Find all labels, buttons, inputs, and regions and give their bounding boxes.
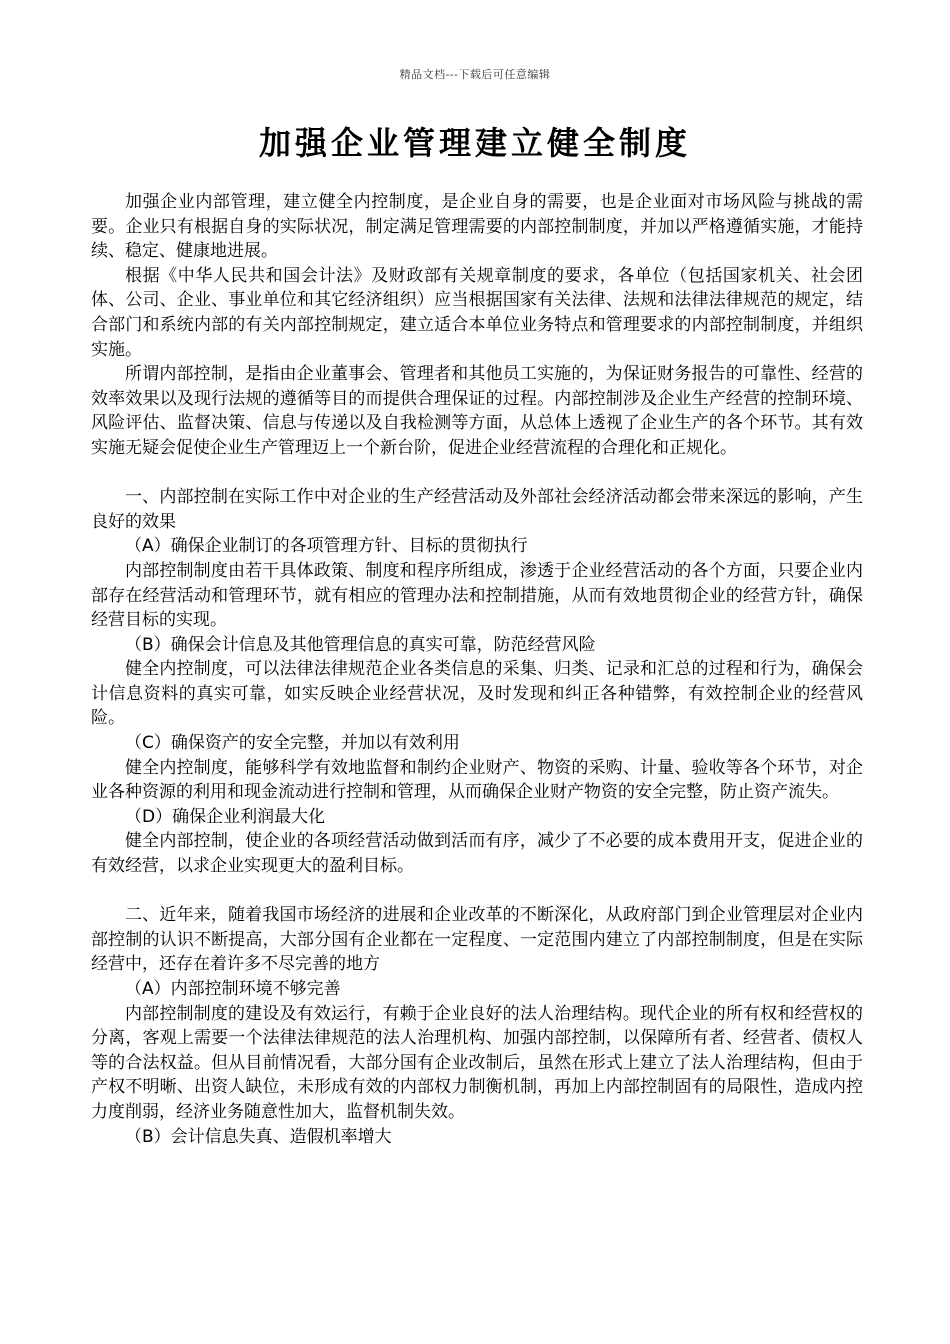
section-heading: 一、内部控制在实际工作中对企业的生产经营活动及外部社会经济活动都会带来深远的影响，产生良好的效果	[91, 487, 863, 532]
paragraph: 加强企业内部管理，建立健全内控制度，是企业自身的需要，也是企业面对市场风险与挑战的需要。企业只有根据自身的实际状况，制定满足管理需要的内部控制制度，并加以严格遵循实施，才能持续、稳定、健康地进展。	[91, 192, 863, 262]
document-title: 加强企业管理建立健全制度	[258, 124, 691, 162]
subsection-heading: （C）确保资产的安全完整，并加以有效利用	[125, 733, 460, 754]
header-note: 精品文档---下载后可任意编辑	[399, 68, 551, 81]
paragraph: 健全内控制度，可以法律法律规范企业各类信息的采集、归类、记录和汇总的过程和行为，确保会计信息资料的真实可靠，如实反映企业经营状况，及时发现和纠正各种错弊，有效控制企业的经营风险。	[91, 659, 863, 729]
section-heading: 二、近年来，随着我国市场经济的进展和企业改革的不断深化，从政府部门到企业管理层对企业内部控制的认识不断提高，大部分国有企业都在一定程度、一定范围内建立了内部控制制度，但是在实际经营中，还存在着许多不尽完善的地方	[91, 905, 863, 975]
paragraph-gap	[91, 461, 863, 486]
paragraph: 根据《中华人民共和国会计法》及财政部有关规章制度的要求，各单位（包括国家机关、社会团体、公司、企业、事业单位和其它经济组织）应当根据国家有关法律、法规和法律法律规范的规定，结合部门和系统内部的有关内部控制规定，建立适合本单位业务特点和管理要求的内部控制制度，并组织实施。	[91, 265, 863, 360]
subsection-heading: （A）确保企业制订的各项管理方针、目标的贯彻执行	[125, 536, 528, 557]
document-body	[91, 190, 863, 1149]
subsection-heading: （A）内部控制环境不够完善	[125, 979, 341, 999]
paragraph: 健全内部控制，使企业的各项经营活动做到活而有序，减少了不必要的成本费用开支，促进企业的有效经营，以求企业实现更大的盈利目标。	[91, 831, 863, 877]
paragraph: 内部控制制度的建设及有效运行，有赖于企业良好的法人治理结构。现代企业的所有权和经营权的分离，客观上需要一个法律法律规范的法人治理机构、加强内部控制，以保障所有者、经营者、债权人等的合法权益。但从目前情况看，大部分国有企业改制后，虽然在形式上建立了法人治理结构，但由于产权不明晰、出资人缺位，未形成有效的内部权力制衡机制，再加上内部控制固有的局限性，造成内控力度削弱，经济业务随意性加大，监督机制失效。	[91, 1003, 863, 1122]
paragraph: 健全内控制度，能够科学有效地监督和制约企业财产、物资的采购、计量、验收等各个环节，对企业各种资源的利用和现金流动进行控制和管理，从而确保企业财产物资的安全完整，防止资产流失。	[91, 757, 863, 803]
subsection-heading: （B）确保会计信息及其他管理信息的真实可靠，防范经营风险	[125, 634, 596, 655]
subsection-heading: （D）确保企业利润最大化	[125, 806, 326, 827]
paragraph: 内部控制制度由若干具体政策、制度和程序所组成，渗透于企业经营活动的各个方面，只要企业内部存在经营活动和管理环节，就有相应的管理办法和控制措施，从而有效地贯彻企业的经营方针，确保经营目标的实现。	[91, 560, 863, 631]
subsection-heading: （B）会计信息失真、造假机率增大	[125, 1126, 392, 1147]
paragraph-gap	[91, 879, 863, 904]
paragraph: 所谓内部控制，是指由企业董事会、管理者和其他员工实施的，为保证财务报告的可靠性、经营的效率效果以及现行法规的遵循等目的而提供合理保证的过程。内部控制涉及企业生产经营的控制环境、风险评估、监督决策、信息与传递以及自我检测等方面，从总体上透视了企业生产的各个环节。其有效实施无疑会促使企业生产管理迈上一个新台阶，促进企业经营流程的合理化和正规化。	[91, 364, 863, 458]
